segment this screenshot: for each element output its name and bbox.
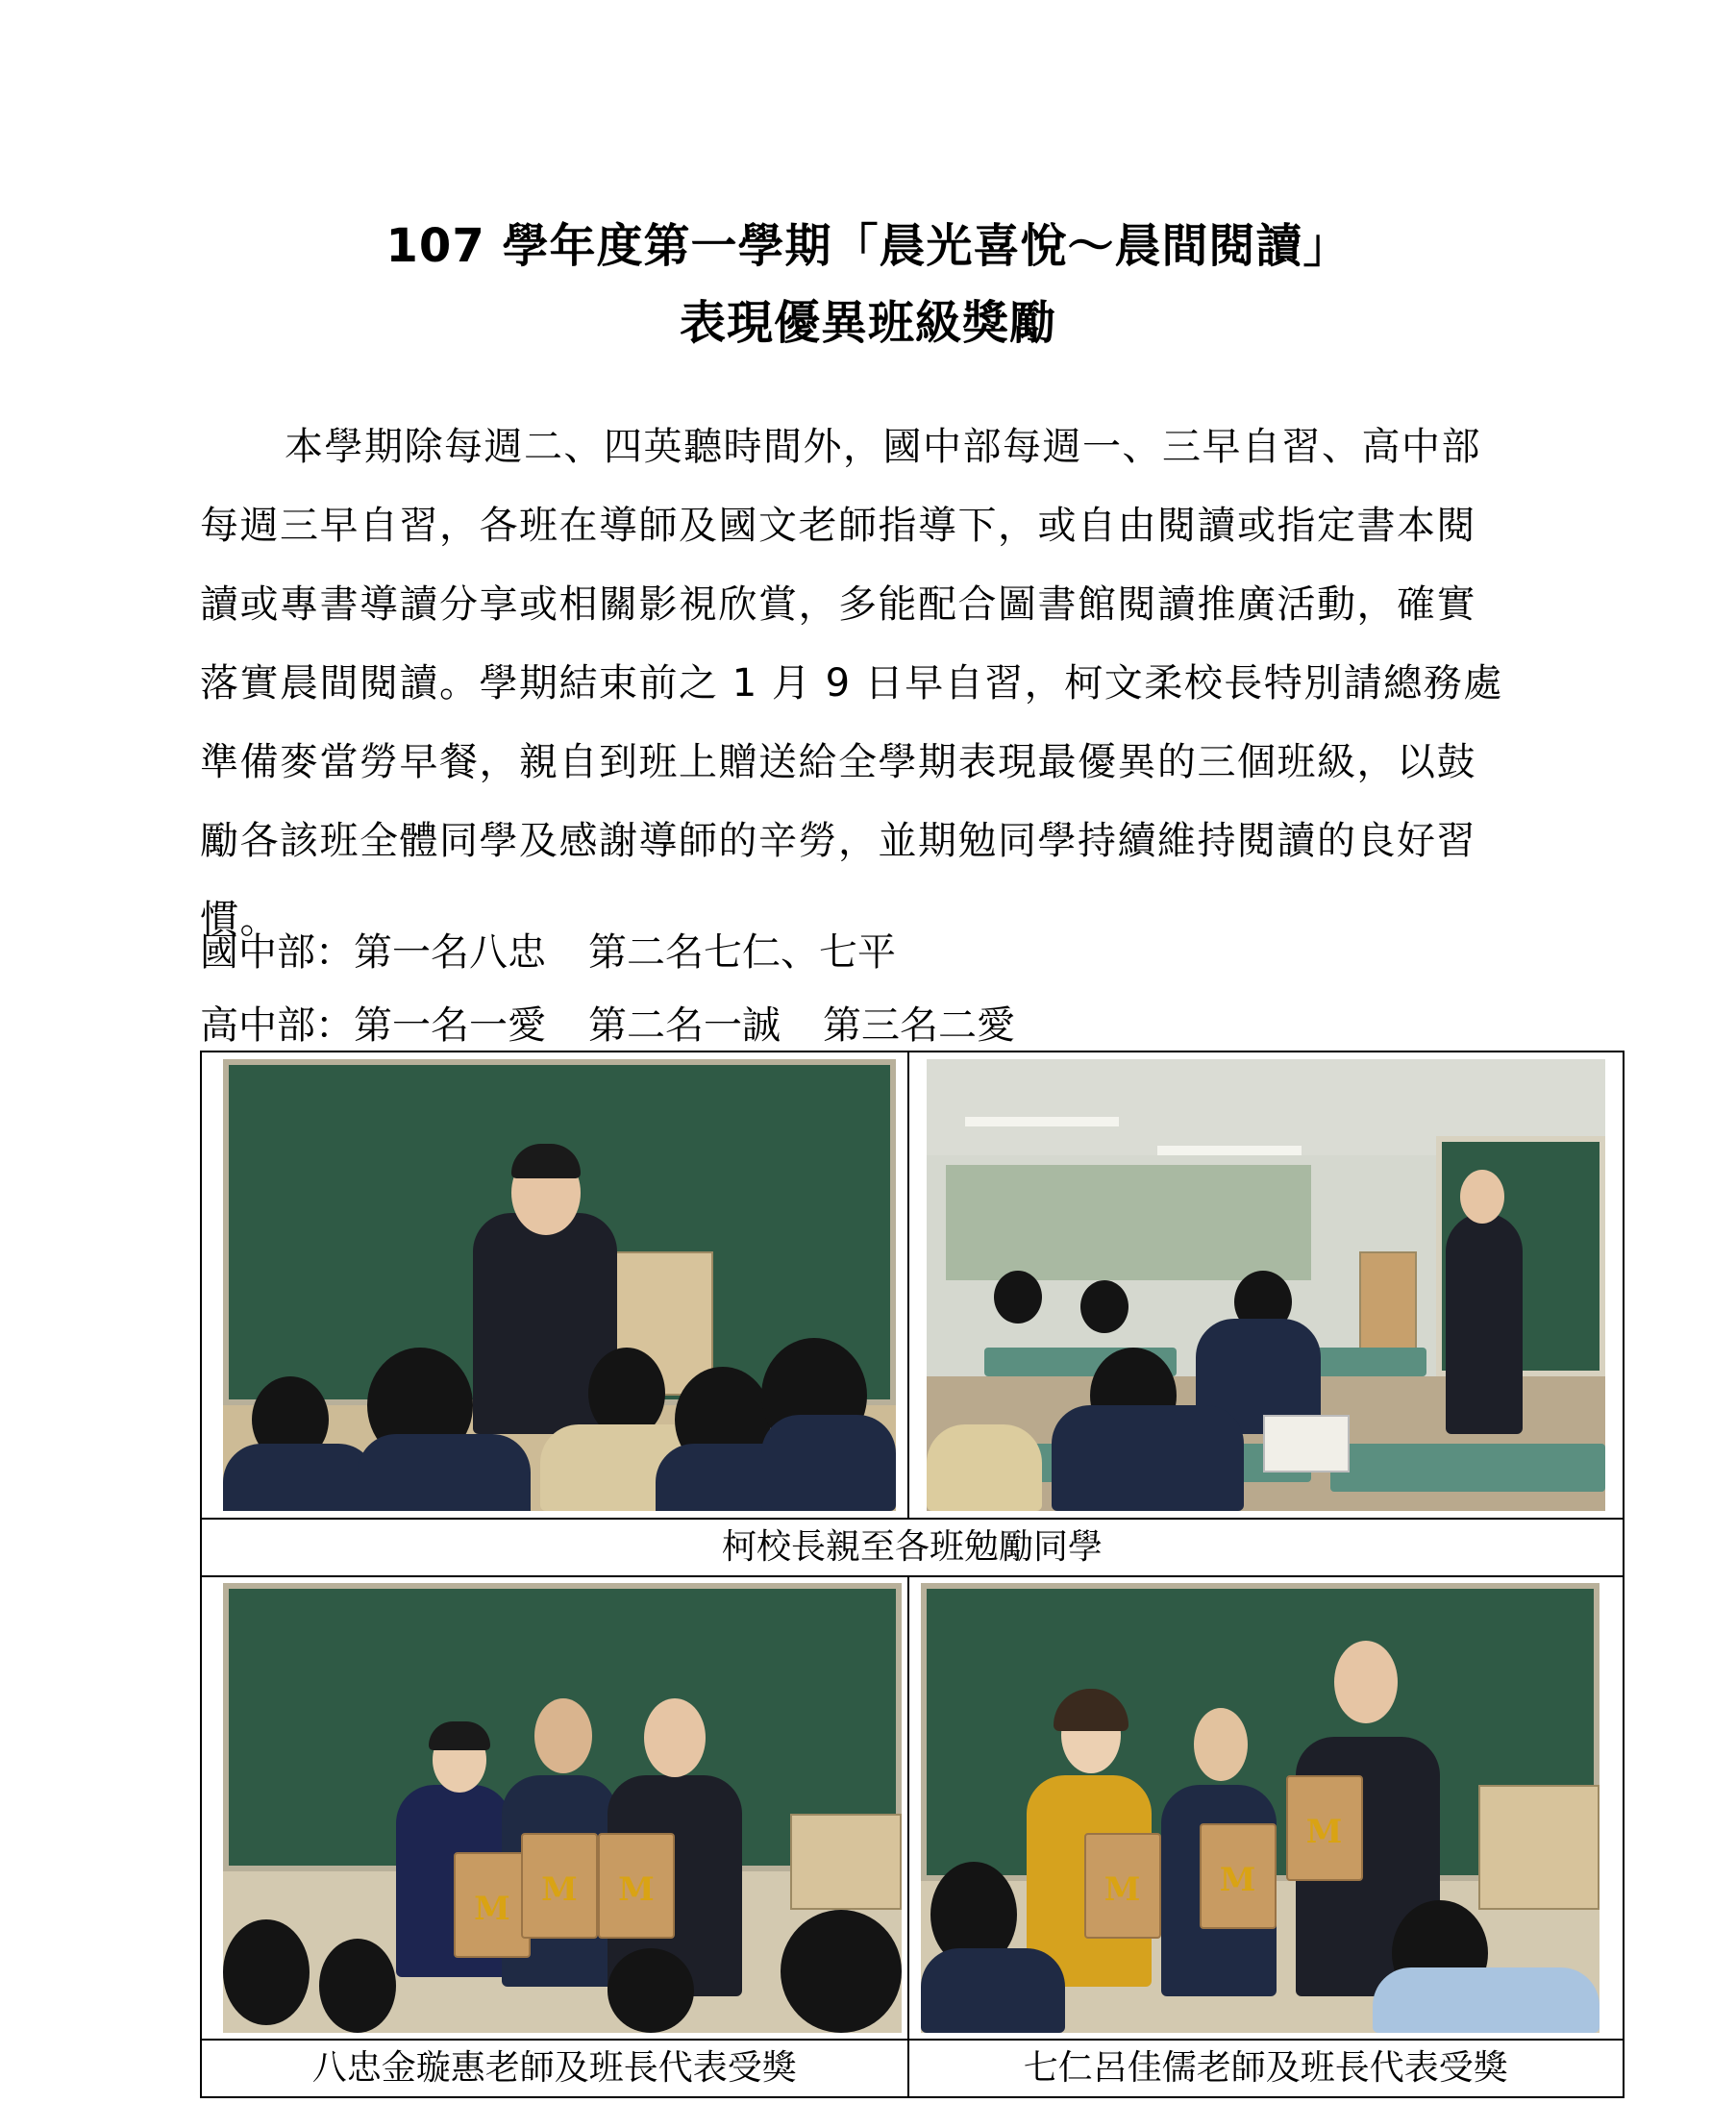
caption-right-row2: 七仁呂佳儒老師及班長代表受獎 bbox=[908, 2040, 1624, 2097]
ranking-junior-first: 國中部：第一名八忠 bbox=[200, 930, 546, 975]
body-line: 每週三早自習，各班在導師及國文老師指導下，或自由閱讀或指定書本閱 bbox=[200, 504, 1476, 548]
open-book bbox=[1263, 1415, 1350, 1472]
caption-left-row2: 八忠金璇惠老師及班長代表受獎 bbox=[201, 2040, 908, 2097]
body-line: 本學期除每週二、四英聽時間外，國中部每週一、三早自習、高中部 bbox=[285, 425, 1481, 469]
cardboard-box bbox=[790, 1814, 902, 1910]
page-title: 107 學年度第一學期「晨光喜悅～晨間閱讀」 bbox=[385, 219, 1351, 273]
body-line: 落實晨間閱讀。學期結束前之 1 月 9 日早自習，柯文柔校長特別請總務處 bbox=[200, 661, 1503, 705]
photo-7-ren-award bbox=[921, 1583, 1600, 2033]
ranking-senior-third: 第三名二愛 bbox=[823, 1003, 1015, 1048]
body-line: 勵各該班全體同學及感謝導師的辛勞，並期勉同學持續維持閱讀的良好習 bbox=[200, 819, 1476, 863]
body-line: 讀或專書導讀分享或相關影視欣賞，多能配合圖書館閱讀推廣活動，確實 bbox=[200, 582, 1476, 627]
classroom-window bbox=[946, 1165, 1311, 1280]
photo-cell bbox=[201, 1052, 908, 1519]
ranking-junior-second: 第二名七仁、七平 bbox=[588, 930, 896, 975]
cardboard-box bbox=[1478, 1785, 1600, 1910]
photo-8-zhong-award bbox=[223, 1583, 902, 2033]
photo-cell bbox=[201, 1576, 908, 2040]
ranking-senior-first: 高中部：第一名一愛 bbox=[200, 1003, 546, 1048]
breakfast-bag: M bbox=[521, 1833, 598, 1939]
photo-principal-class-1 bbox=[223, 1059, 896, 1511]
photo-principal-class-2 bbox=[927, 1059, 1605, 1511]
page-subtitle: 表現優異班級獎勵 bbox=[679, 296, 1056, 350]
body-paragraph bbox=[200, 408, 1546, 959]
breakfast-bag: M bbox=[1084, 1833, 1161, 1939]
ranking-junior-high bbox=[200, 915, 896, 990]
breakfast-bag: M bbox=[1200, 1823, 1277, 1929]
breakfast-bag: M bbox=[454, 1852, 531, 1958]
ranking-senior-second: 第二名一誠 bbox=[588, 1003, 781, 1048]
breakfast-bag: M bbox=[1286, 1775, 1363, 1881]
body-line: 慣。 bbox=[200, 898, 280, 942]
photo-table bbox=[200, 1051, 1624, 2098]
photo-cell bbox=[908, 1576, 1624, 2040]
photo-cell bbox=[908, 1052, 1624, 1519]
caption-row1: 柯校長親至各班勉勵同學 bbox=[201, 1519, 1624, 1576]
breakfast-bag: M bbox=[598, 1833, 675, 1939]
body-line: 準備麥當勞早餐，親自到班上贈送給全學期表現最優異的三個班級，以鼓 bbox=[200, 740, 1476, 784]
